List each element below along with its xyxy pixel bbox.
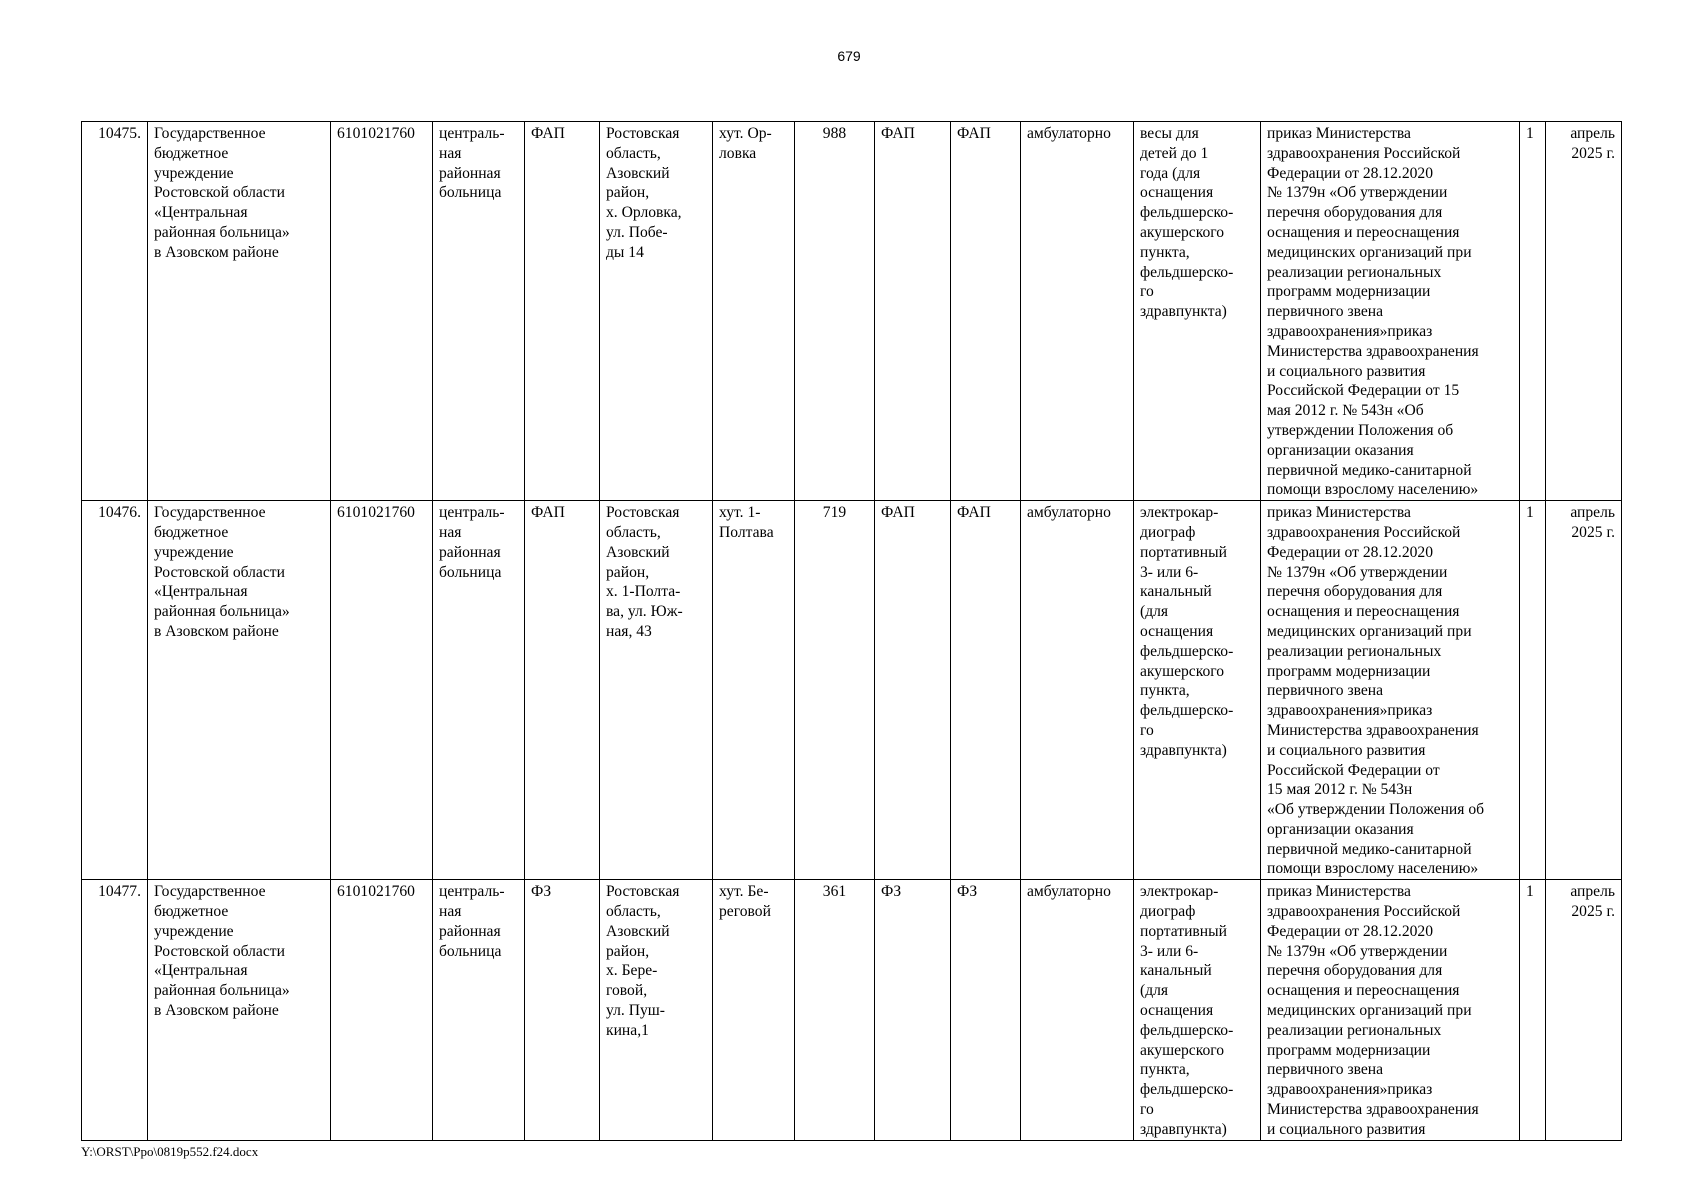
organization-cell: Государственное бюджетное учреждение Ростовской области «Центральная районная больница» в Азовском районе [148,880,331,1140]
equipment-cell: электрокар- диограф портативный 3- или 6- канальный (для оснащения фельдшерско- акушерского пункта, фельдшерско- го здравпункта) [1134,501,1261,880]
table-row [82,122,1622,501]
unit-cell: ФАП [525,122,600,501]
settlement-cell: хут. Ор- ловка [713,122,795,501]
quantity-cell: 1 [1520,122,1546,501]
equipment-table [81,121,1622,1141]
footer-file-path: Y:\ORST\Ppo\0819p552.f24.docx [81,1144,259,1159]
unit-cell: ФЗ [525,880,600,1140]
population-cell: 988 [795,122,875,501]
address-cell: Ростовская область, Азовский район, х. 1-Полта- ва, ул. Юж- ная, 43 [600,501,713,880]
unit2-cell: ФЗ [875,880,951,1140]
page-number: 679 [837,48,861,64]
org-type-cell: централь- ная районная больница [433,501,525,880]
population-cell: 719 [795,501,875,880]
row-number: 10476. [82,501,148,880]
inn-cell: 6101021760 [331,501,433,880]
unit3-cell: ФАП [951,122,1021,501]
legal-basis-cell: приказ Министерства здравоохранения Российской Федерации от 28.12.2020 № 1379н «Об утверждении перечня оборудования для оснащения и переоснащения медицинских организаций при реализации региональных программ модернизации первичного звена здравоохранения»приказ Министерства здравоохранения и социального развития Российской Федерации от 15 мая 2012 г. № 543н «Об утверждении Положения об организации оказания первичной медико-санитарной помощи взрослому населению» [1261,122,1520,501]
care-type-cell: амбулаторно [1021,880,1134,1140]
equipment-cell: электрокар- диограф портативный 3- или 6- канальный (для оснащения фельдшерско- акушерского пункта, фельдшерско- го здравпункта) [1134,880,1261,1140]
date-cell: апрель 2025 г. [1546,122,1622,501]
org-type-cell: централь- ная районная больница [433,880,525,1140]
table-row [82,880,1622,1140]
legal-basis-cell: приказ Министерства здравоохранения Российской Федерации от 28.12.2020 № 1379н «Об утверждении перечня оборудования для оснащения и переоснащения медицинских организаций при реализации региональных программ модернизации первичного звена здравоохранения»приказ Министерства здравоохранения и социального развития Российской Федерации от 15 мая 2012 г. № 543н «Об утверждении Положения об организации оказания первичной медико-санитарной помощи взрослому населению» [1261,501,1520,880]
settlement-cell: хут. 1- Полтава [713,501,795,880]
date-cell: апрель 2025 г. [1546,880,1622,1140]
unit3-cell: ФЗ [951,880,1021,1140]
inn-cell: 6101021760 [331,122,433,501]
address-cell: Ростовская область, Азовский район, х. Орловка, ул. Побе- ды 14 [600,122,713,501]
unit2-cell: ФАП [875,501,951,880]
legal-basis-cell: приказ Министерства здравоохранения Российской Федерации от 28.12.2020 № 1379н «Об утверждении перечня оборудования для оснащения и переоснащения медицинских организаций при реализации региональных программ модернизации первичного звена здравоохранения»приказ Министерства здравоохранения и социального развития [1261,880,1520,1140]
unit-cell: ФАП [525,501,600,880]
care-type-cell: амбулаторно [1021,122,1134,501]
settlement-cell: хут. Бе- реговой [713,880,795,1140]
care-type-cell: амбулаторно [1021,501,1134,880]
equipment-cell: весы для детей до 1 года (для оснащения фельдшерско- акушерского пункта, фельдшерско- го здравпункта) [1134,122,1261,501]
population-cell: 361 [795,880,875,1140]
row-number: 10475. [82,122,148,501]
unit3-cell: ФАП [951,501,1021,880]
date-cell: апрель 2025 г. [1546,501,1622,880]
quantity-cell: 1 [1520,501,1546,880]
unit2-cell: ФАП [875,122,951,501]
address-cell: Ростовская область, Азовский район, х. Бере- говой, ул. Пуш- кина,1 [600,880,713,1140]
row-number: 10477. [82,880,148,1140]
organization-cell: Государственное бюджетное учреждение Ростовской области «Центральная районная больница» в Азовском районе [148,122,331,501]
organization-cell: Государственное бюджетное учреждение Ростовской области «Центральная районная больница» в Азовском районе [148,501,331,880]
table-row [82,501,1622,880]
org-type-cell: централь- ная районная больница [433,122,525,501]
inn-cell: 6101021760 [331,880,433,1140]
quantity-cell: 1 [1520,880,1546,1140]
